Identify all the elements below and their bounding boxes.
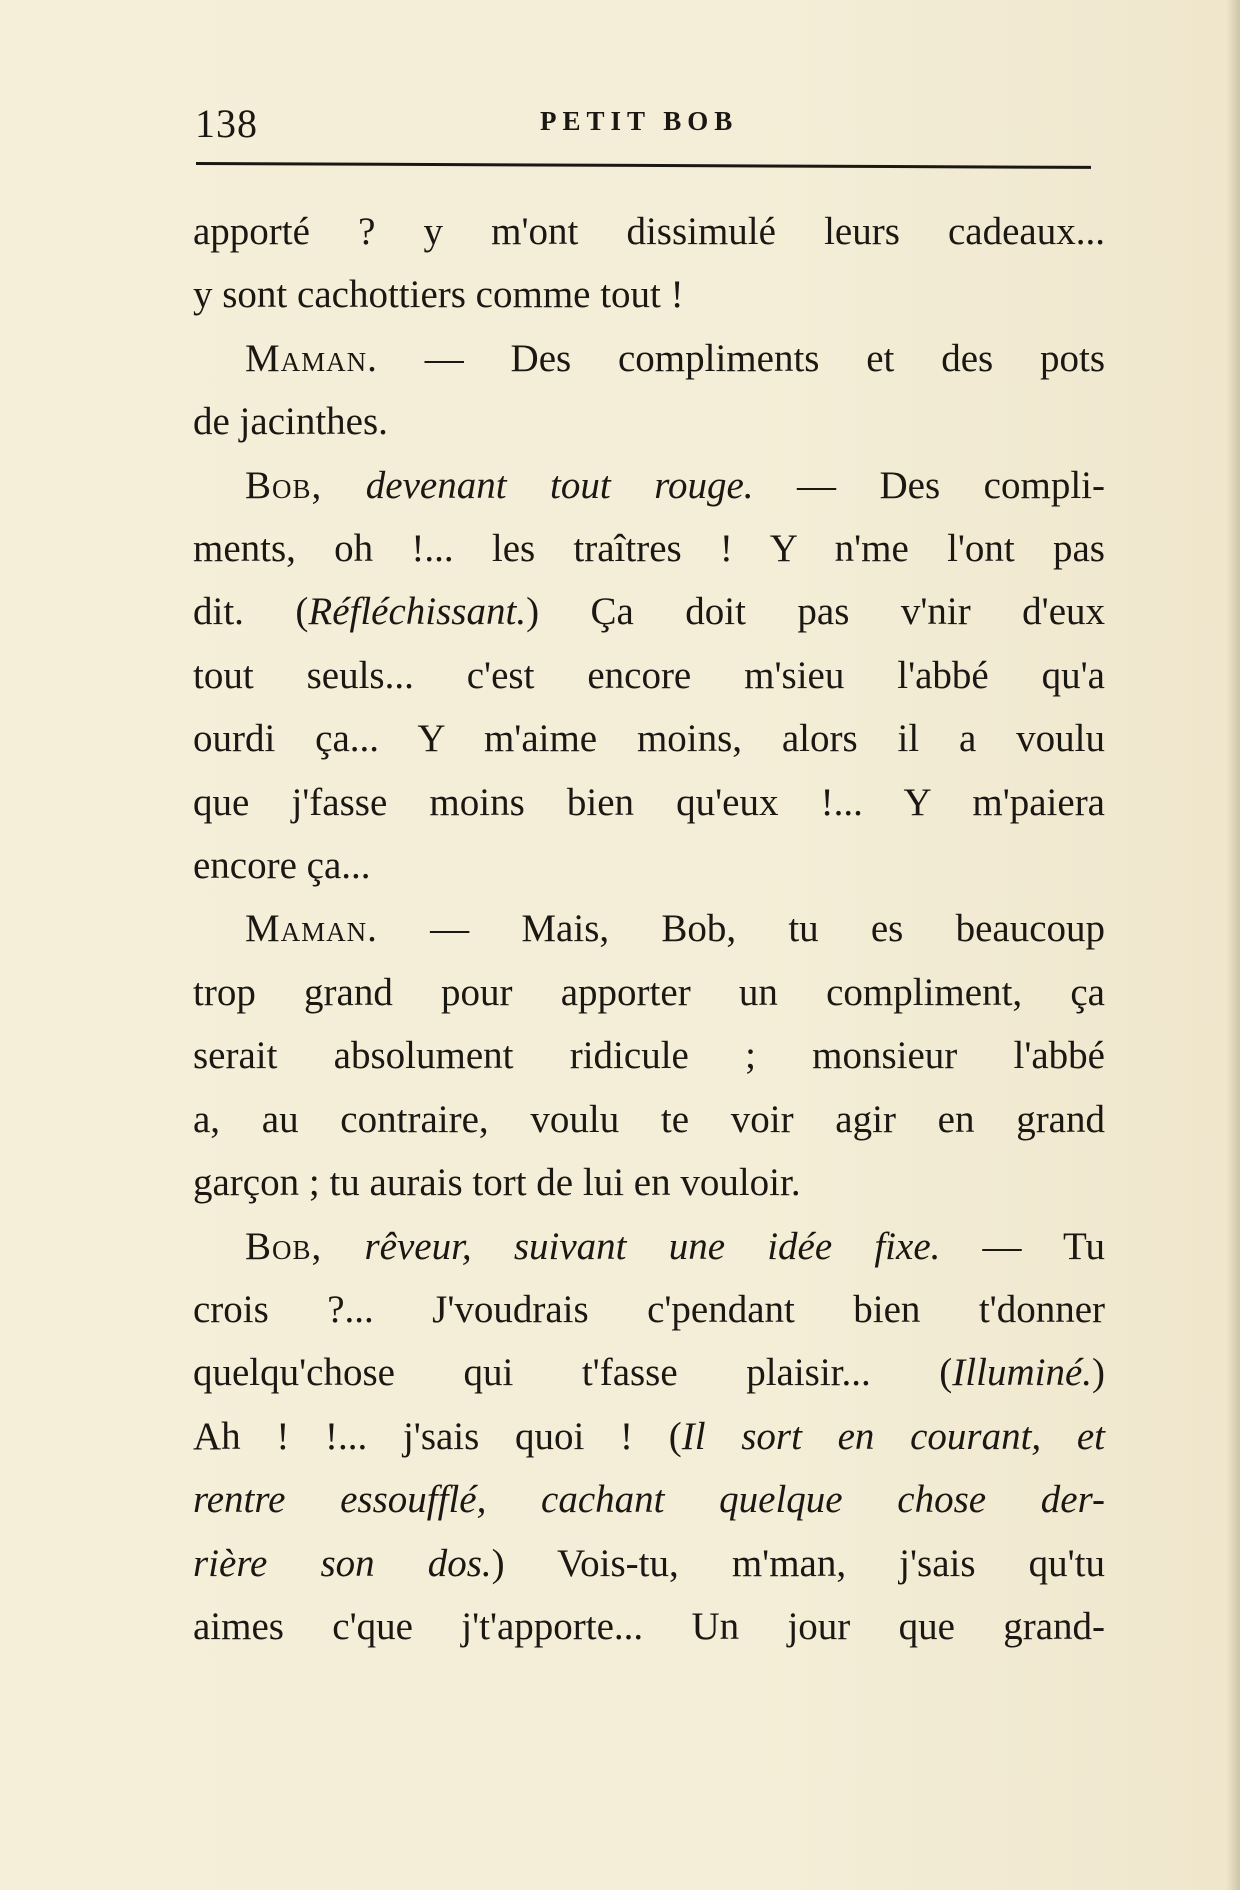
- stage-direction: rière son dos.: [193, 1541, 492, 1585]
- stage-direction: rentre essoufflé, cachant quelque chose der-: [193, 1478, 1105, 1522]
- text-line: Bob, rêveur, suivant une idée fixe. — Tu: [245, 1224, 1105, 1268]
- body-text: [193, 200, 1105, 1658]
- text-line: Ah ! !... j'sais quoi ! (Il sort en courant, et: [193, 1414, 1106, 1458]
- text-line: trop grand pour apporter un compliment, ça: [193, 970, 1105, 1014]
- text-line: y sont cachottiers comme tout !: [193, 273, 684, 317]
- stage-direction: devenant tout rouge.: [322, 463, 754, 507]
- text-line: crois ?... J'voudrais c'pendant bien t'donner: [193, 1287, 1105, 1331]
- text-line: aimes c'que j't'apporte... Un jour que grand-: [193, 1604, 1105, 1648]
- speaker-name: Bob,: [245, 463, 323, 507]
- text-line: que j'fasse moins bien qu'eux !... Y m'paiera: [193, 780, 1105, 824]
- stage-direction: rêveur, suivant une idée fixe.: [322, 1224, 941, 1268]
- text-line: apporté ? y m'ont dissimulé leurs cadeaux...: [193, 210, 1105, 253]
- text-line: ourdi ça... Y m'aime moins, alors il a voulu: [193, 717, 1105, 761]
- speaker-name: Maman.: [245, 336, 378, 380]
- text-line: rière son dos.) Vois-tu, m'man, j'sais qu'tu: [193, 1541, 1105, 1585]
- running-title: PETIT BOB: [540, 106, 739, 136]
- text-line: Maman. — Des compliments et des pots: [245, 336, 1105, 380]
- stage-direction: Réfléchissant.: [308, 590, 527, 634]
- text-line: [193, 1468, 1105, 1531]
- text-line: encore ça...: [193, 844, 371, 888]
- stage-direction: Il sort en courant, et: [681, 1414, 1106, 1458]
- text-line: ments, oh !... les traîtres ! Y n'me l'ont pas: [193, 527, 1105, 571]
- text-line: garçon ; tu aurais tort de lui en vouloir.: [193, 1161, 801, 1205]
- speaker-name: Bob,: [245, 1224, 323, 1268]
- page-header: [195, 100, 1095, 146]
- text-line: de jacinthes.: [193, 400, 388, 444]
- text-line: tout seuls... c'est encore m'sieu l'abbé qu'a: [193, 653, 1105, 697]
- text-line: a, au contraire, voulu te voir agir en grand: [193, 1097, 1105, 1141]
- text-line: quelqu'chose qui t'fasse plaisir... (Illuminé.): [193, 1351, 1105, 1395]
- stage-direction: Illuminé.: [952, 1351, 1092, 1395]
- text-line: Bob, devenant tout rouge. — Des compli-: [245, 463, 1105, 507]
- page-number: 138: [195, 101, 258, 146]
- header-rule: [196, 162, 1091, 169]
- speaker-name: Maman.: [245, 907, 378, 951]
- text-line: dit. (Réfléchissant.) Ça doit pas v'nir d'eux: [193, 590, 1105, 634]
- text-line: Maman. — Mais, Bob, tu es beaucoup: [245, 907, 1105, 951]
- text-line: serait absolument ridicule ; monsieur l'abbé: [193, 1034, 1105, 1078]
